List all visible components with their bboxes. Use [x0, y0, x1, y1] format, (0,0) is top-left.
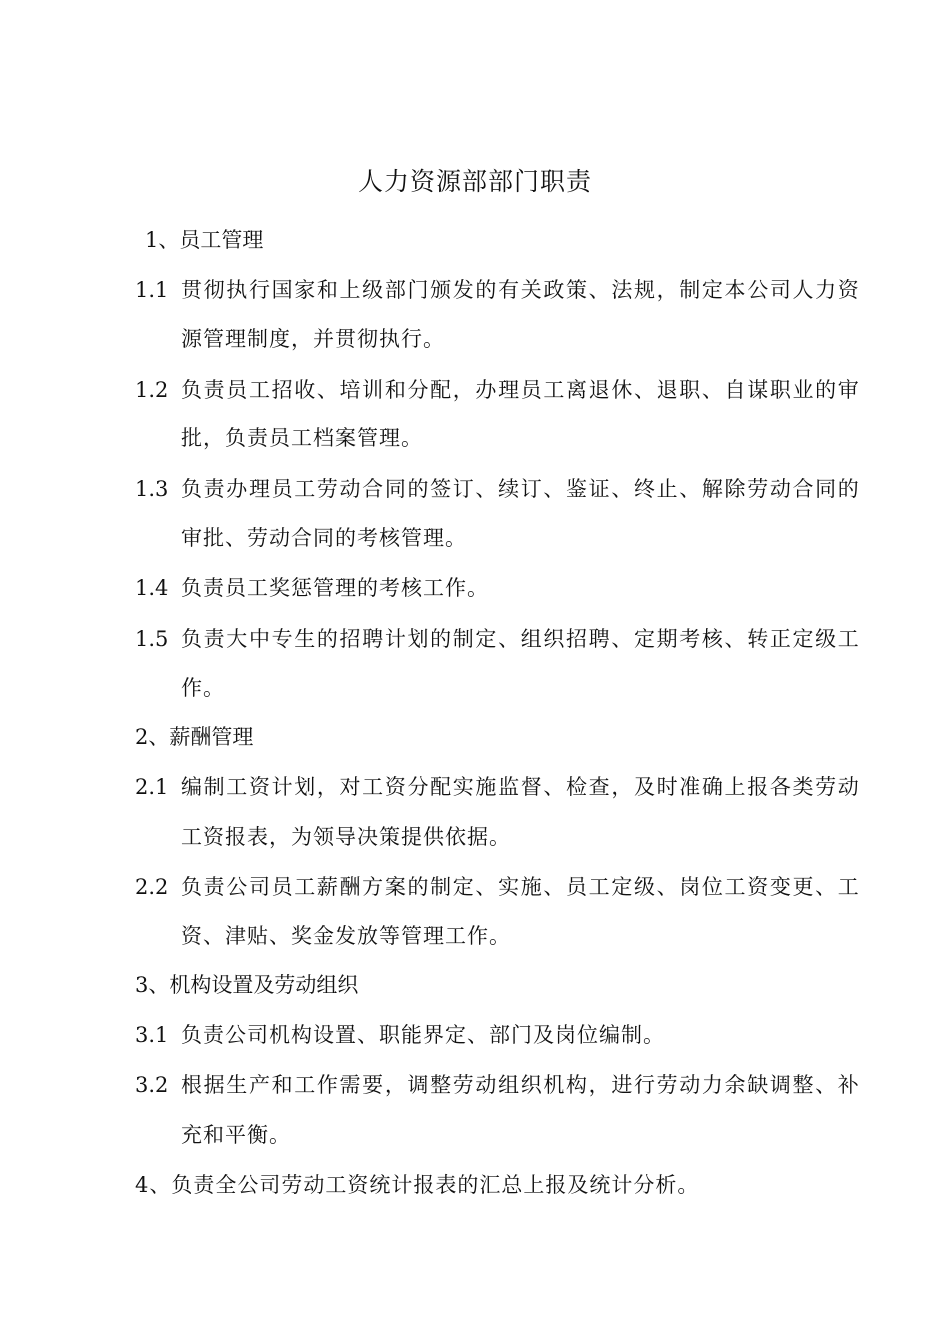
- item-text-line1: 贯彻执行国家和上级部门颁发的有关政策、法规，制定本公司人力资: [181, 278, 860, 302]
- list-item-2-1: [135, 773, 860, 801]
- item-number: 3.2: [135, 1073, 169, 1097]
- item-number: 1.5: [135, 627, 169, 651]
- item-text-line1: 负责公司员工薪酬方案的制定、实施、员工定级、岗位工资变更、工: [181, 875, 860, 899]
- item-number: 1.4: [135, 576, 169, 600]
- item-number: 1.2: [135, 378, 169, 402]
- item-text-line2: 资、津贴、奖金发放等管理工作。: [181, 924, 511, 948]
- item-text-line1: 编制工资计划，对工资分配实施监督、检查，及时准确上报各类劳动: [181, 775, 860, 799]
- item-number: 3.1: [135, 1023, 169, 1047]
- item-text-line2: 工资报表，为领导决策提供依据。: [181, 825, 511, 849]
- list-item-2-2: [135, 873, 860, 901]
- list-item-1-4: [135, 574, 489, 602]
- list-item-1-2: [135, 376, 860, 404]
- list-item-3-2: [135, 1071, 860, 1099]
- item-text-line1: 负责办理员工劳动合同的签订、续订、鉴证、终止、解除劳动合同的: [181, 477, 860, 501]
- item-text-line1: 负责员工招收、培训和分配，办理员工离退休、退职、自谋职业的审: [181, 378, 860, 402]
- item-text-line1: 负责大中专生的招聘计划的制定、组织招聘、定期考核、转正定级工: [181, 627, 860, 651]
- item-text-line1: 负责员工奖惩管理的考核工作。: [181, 576, 489, 600]
- final-item: 4、负责全公司劳动工资统计报表的汇总上报及统计分析。: [135, 1173, 700, 1197]
- section-heading-3: 3、机构设置及劳动组织: [135, 973, 359, 997]
- section-heading-2: 2、薪酬管理: [135, 725, 254, 749]
- item-text-line2: 源管理制度，并贯彻执行。: [181, 327, 445, 351]
- list-item-1-3: [135, 475, 860, 503]
- item-text-line1: 负责公司机构设置、职能界定、部门及岗位编制。: [181, 1023, 665, 1047]
- item-text-line2: 充和平衡。: [181, 1123, 291, 1147]
- item-number: 1.3: [135, 477, 169, 501]
- item-text-line2: 批，负责员工档案管理。: [181, 426, 423, 450]
- list-item-1-5: [135, 625, 860, 653]
- item-number: 2.2: [135, 875, 169, 899]
- section-heading-1: 1、员工管理: [145, 228, 264, 252]
- item-text-line2: 作。: [181, 676, 225, 700]
- item-number: 1.1: [135, 278, 169, 302]
- list-item-3-1: [135, 1021, 665, 1049]
- item-text-line2: 审批、劳动合同的考核管理。: [181, 526, 467, 550]
- item-text-line1: 根据生产和工作需要，调整劳动组织机构，进行劳动力余缺调整、补: [181, 1073, 860, 1097]
- document-title: 人力资源部部门职责: [357, 167, 592, 196]
- item-number: 2.1: [135, 775, 169, 799]
- list-item-1-1: [135, 276, 860, 304]
